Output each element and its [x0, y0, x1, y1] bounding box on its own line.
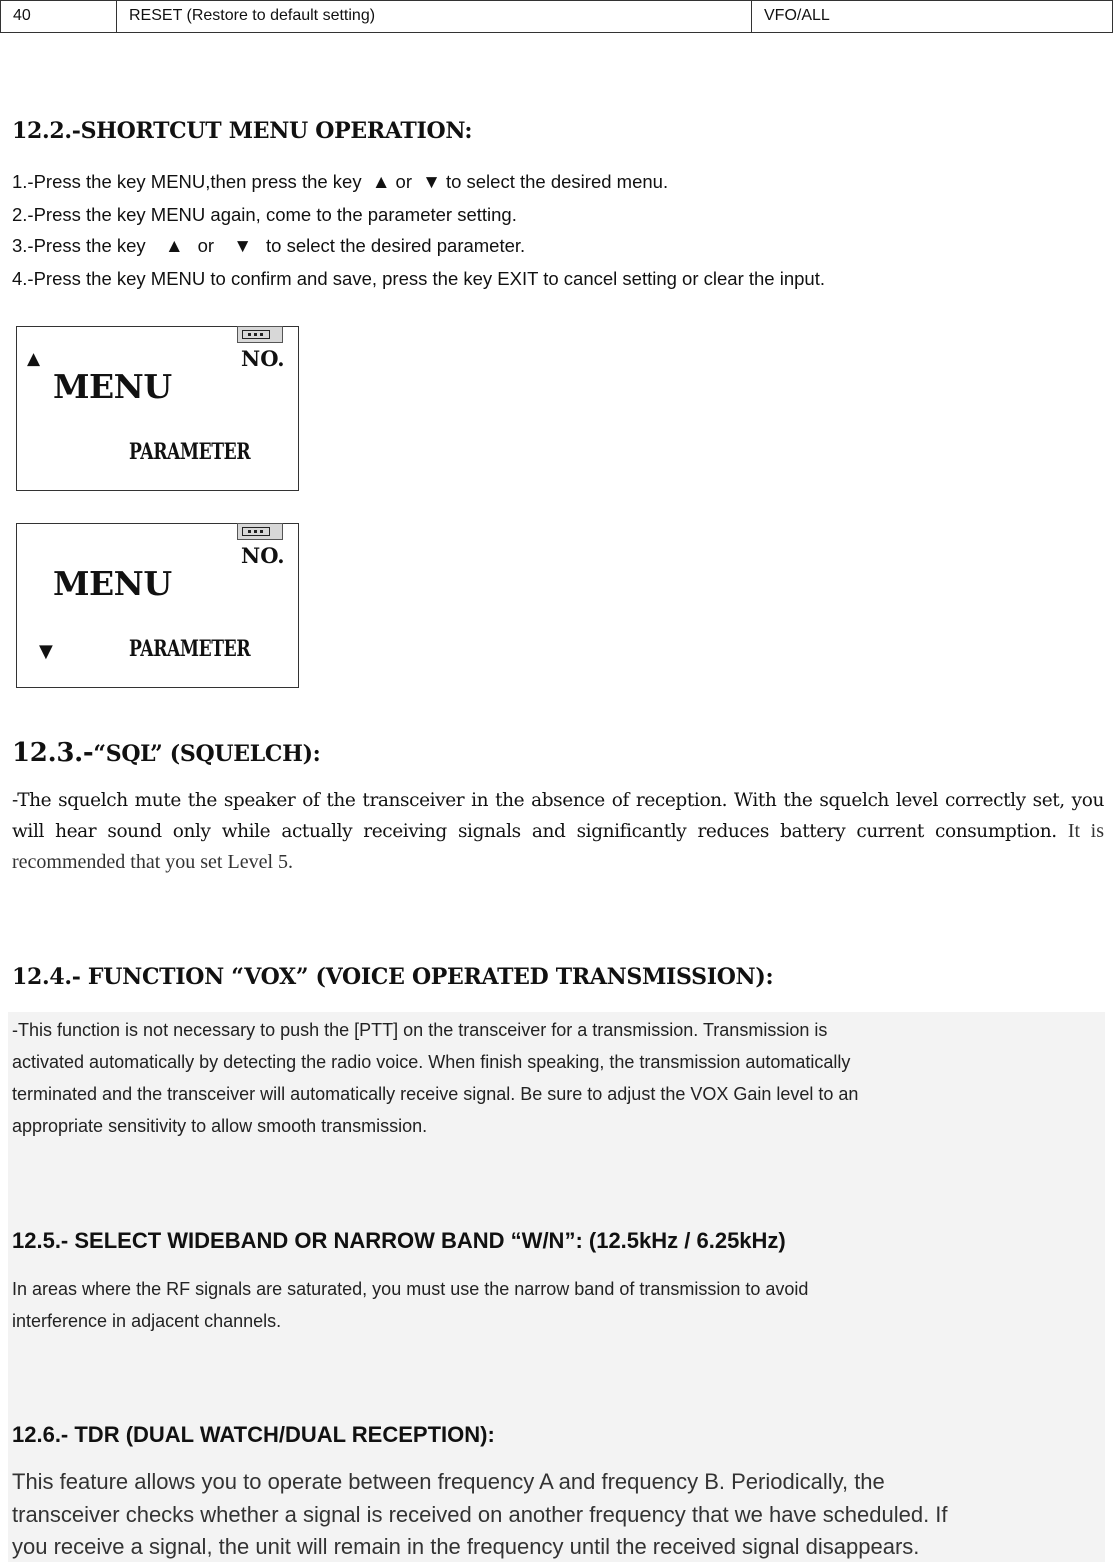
step-1-post: to select the desired menu.: [445, 171, 669, 192]
lcd-screen-down: [16, 523, 299, 688]
step-3-post: to select the desired parameter.: [266, 235, 526, 256]
tdr-line: transceiver checks whether a signal is received on another frequency that we have scheduled. If: [12, 1501, 948, 1527]
menu-table-row: [0, 0, 1113, 33]
sql-heading-number: 12.3.-: [12, 738, 94, 768]
wn-line: In areas where the RF signals are saturated, you must use the narrow band of transmission to avoid: [12, 1279, 809, 1299]
up-triangle-icon: ▲: [371, 172, 391, 193]
step-3-or: or: [197, 235, 215, 256]
vox-line: -This function is not necessary to push the [PTT] on the transceiver for a transmission. Transmission is: [12, 1020, 828, 1040]
vox-line: terminated and the transceiver will automatically receive signal. Be sure to adjust the VOX Gain level to an: [12, 1084, 859, 1104]
step-1: [12, 166, 825, 199]
shortcut-heading: 12.2.-SHORTCUT MENU OPERATION:: [12, 118, 473, 144]
lcd-screen-up: [16, 326, 299, 491]
lcd-parameter-label: PARAMETER: [129, 636, 251, 662]
up-triangle-icon: ▲: [164, 236, 184, 257]
wn-paragraph: [12, 1273, 808, 1337]
wn-line: interference in adjacent channels.: [12, 1311, 282, 1331]
menu-mode-cell: VFO/ALL: [751, 1, 1112, 32]
step-1-pre: 1.-Press the key MENU,then press the key: [12, 171, 362, 192]
lcd-no-label: NO.: [241, 543, 285, 568]
step-3-pre: 3.-Press the key: [12, 235, 146, 256]
tdr-paragraph: [12, 1466, 948, 1564]
tdr-line: you receive a signal, the unit will remain in the frequency until the received signal disappears.: [12, 1534, 920, 1559]
step-2: 2.-Press the key MENU again, come to the parameter setting.: [12, 203, 517, 225]
vox-line: appropriate sensitivity to allow smooth transmission.: [12, 1116, 428, 1136]
menu-description-cell: RESET (Restore to default setting): [116, 1, 751, 32]
sql-paragraph: [12, 785, 1104, 878]
menu-number-cell: 40: [13, 7, 31, 24]
vox-paragraph: [12, 1014, 858, 1142]
down-triangle-icon: ▼: [233, 236, 253, 257]
vox-line: activated automatically by detecting the radio voice. When finish speaking, the transmission automatically: [12, 1052, 851, 1072]
battery-icon: [237, 326, 283, 343]
vox-heading: 12.4.- FUNCTION “VOX” (VOICE OPERATED TRANSMISSION):: [12, 964, 774, 990]
step-4: 4.-Press the key MENU to confirm and save, press the key EXIT to cancel setting or clear the input.: [12, 267, 825, 289]
tdr-line: This feature allows you to operate between frequency A and frequency B. Periodically, the: [12, 1469, 885, 1494]
step-3: [12, 230, 825, 263]
step-1-or: or: [395, 171, 412, 192]
sql-recommendation: It is recommended that you set Level 5.: [12, 820, 1105, 873]
lcd-parameter-label: PARAMETER: [129, 439, 251, 465]
sql-heading: [12, 738, 321, 768]
lcd-up-arrow-icon: ▲: [27, 349, 41, 369]
lcd-no-label: NO.: [241, 346, 285, 371]
shortcut-steps: [12, 166, 825, 294]
wn-heading: 12.5.- SELECT WIDEBAND OR NARROW BAND “W/N”: (12.5kHz / 6.25kHz): [12, 1228, 786, 1253]
sql-heading-text: “SQL” (SQUELCH):: [93, 741, 321, 767]
down-triangle-icon: ▼: [422, 172, 441, 193]
lcd-menu-label: MENU: [53, 564, 172, 603]
sql-body: -The squelch mute the speaker of the transceiver in the absence of reception. With the squelch level correctly set, you will hear sound only while actually receiving signals and significantly reduces battery current consumption.: [12, 790, 1104, 842]
lcd-down-arrow-icon: ▼: [39, 641, 53, 662]
battery-icon: [237, 523, 283, 540]
tdr-heading: 12.6.- TDR (DUAL WATCH/DUAL RECEPTION):: [12, 1422, 495, 1447]
lcd-menu-label: MENU: [53, 367, 172, 406]
